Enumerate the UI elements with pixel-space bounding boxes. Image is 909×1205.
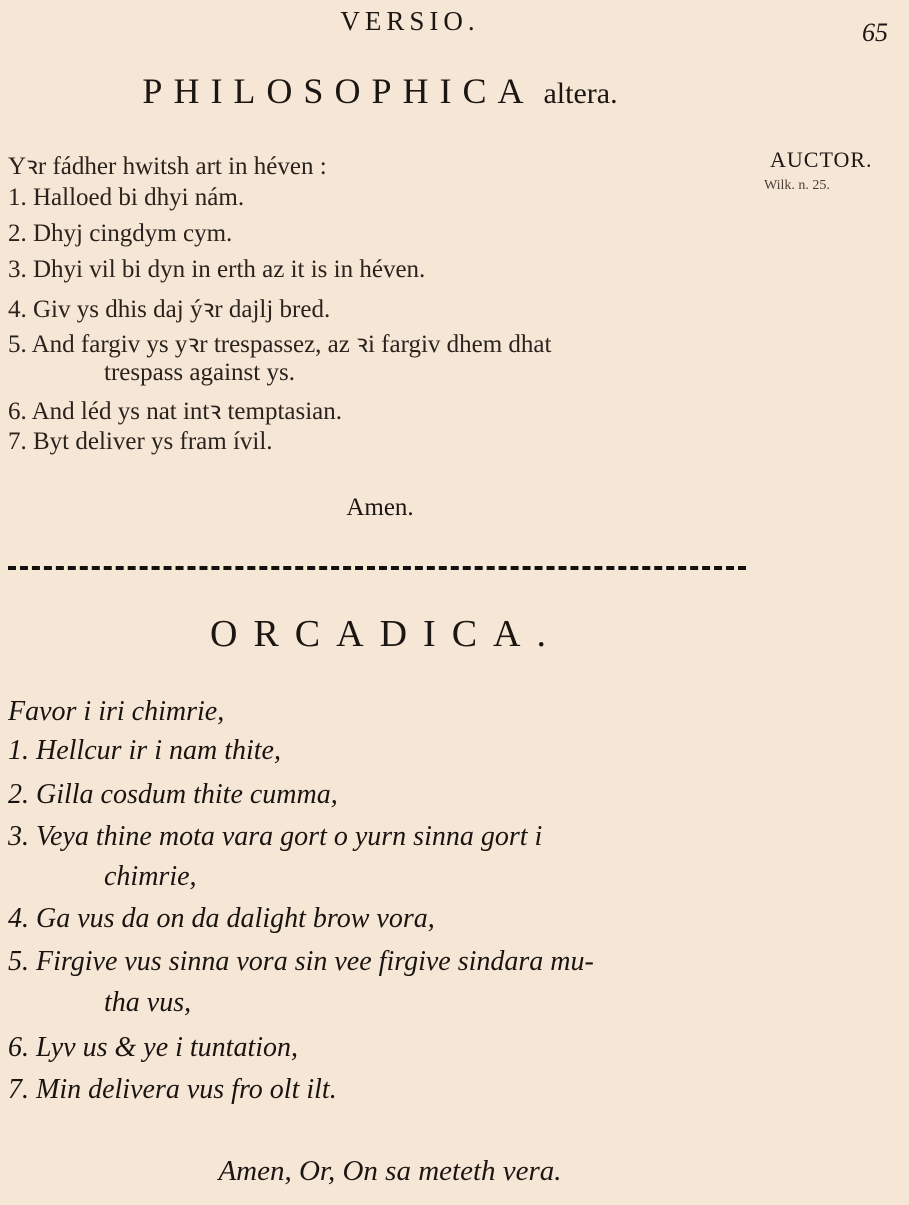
prayer-line: 4. Giv ys dhis daj ýꝛr dajlj bred. — [8, 296, 331, 323]
section-title-philosophica — [0, 70, 760, 112]
prayer-line: 1. Halloed bi dhyi nám. — [8, 184, 245, 211]
prayer-line: 2. Dhyj cingdym cym. — [8, 220, 233, 247]
prayer-line-continuation: chimrie, — [104, 861, 197, 892]
prayer-line: 4. Ga vus da on da dalight brow vora, — [8, 903, 435, 934]
margin-note-reference: Wilk. n. 25. — [764, 178, 830, 193]
prayer-line: 3. Dhyi vil bi dyn in erth az it is in héven. — [8, 256, 426, 283]
prayer-line: Favor i iri chimrie, — [8, 696, 225, 727]
margin-note-auctor: AUCTOR. — [770, 147, 873, 172]
prayer-line: 5. And fargiv ys yꝛr trespassez, az ꝛi fargiv dhem dhat — [8, 331, 552, 358]
page-number: 65 — [862, 18, 888, 47]
section-title-orcadica: ORCADICA. — [210, 613, 562, 655]
prayer-line: 1. Hellcur ir i nam thite, — [8, 735, 281, 766]
prayer-line-continuation: trespass against ys. — [104, 359, 295, 386]
prayer-line: 7. Byt deliver ys fram ívil. — [8, 428, 273, 455]
section-divider-rule — [8, 566, 746, 570]
prayer-line: 5. Firgive vus sinna vora sin vee firgive sindara mu- — [8, 946, 594, 977]
amen-orcadica: Amen, Or, On sa meteth vera. — [218, 1155, 562, 1187]
prayer-line: 6. And léd ys nat intꝛ temptasian. — [8, 398, 343, 425]
prayer-line: 7. Min delivera vus fro olt ilt. — [8, 1074, 337, 1105]
prayer-line: 6. Lyv us & ye i tuntation, — [8, 1032, 299, 1063]
amen-philosophica: Amen. — [346, 494, 414, 521]
section-title-main: PHILOSOPHICA — [142, 71, 535, 111]
section-title-qualifier: altera. — [543, 77, 618, 110]
running-head: VERSIO. — [340, 6, 480, 36]
prayer-line-continuation: tha vus, — [104, 987, 192, 1018]
prayer-line: 2. Gilla cosdum thite cumma, — [8, 779, 338, 810]
prayer-line: 3. Veya thine mota vara gort o yurn sinna gort i — [8, 821, 543, 852]
prayer-line: Yꝛr fádher hwitsh art in héven : — [8, 153, 327, 180]
